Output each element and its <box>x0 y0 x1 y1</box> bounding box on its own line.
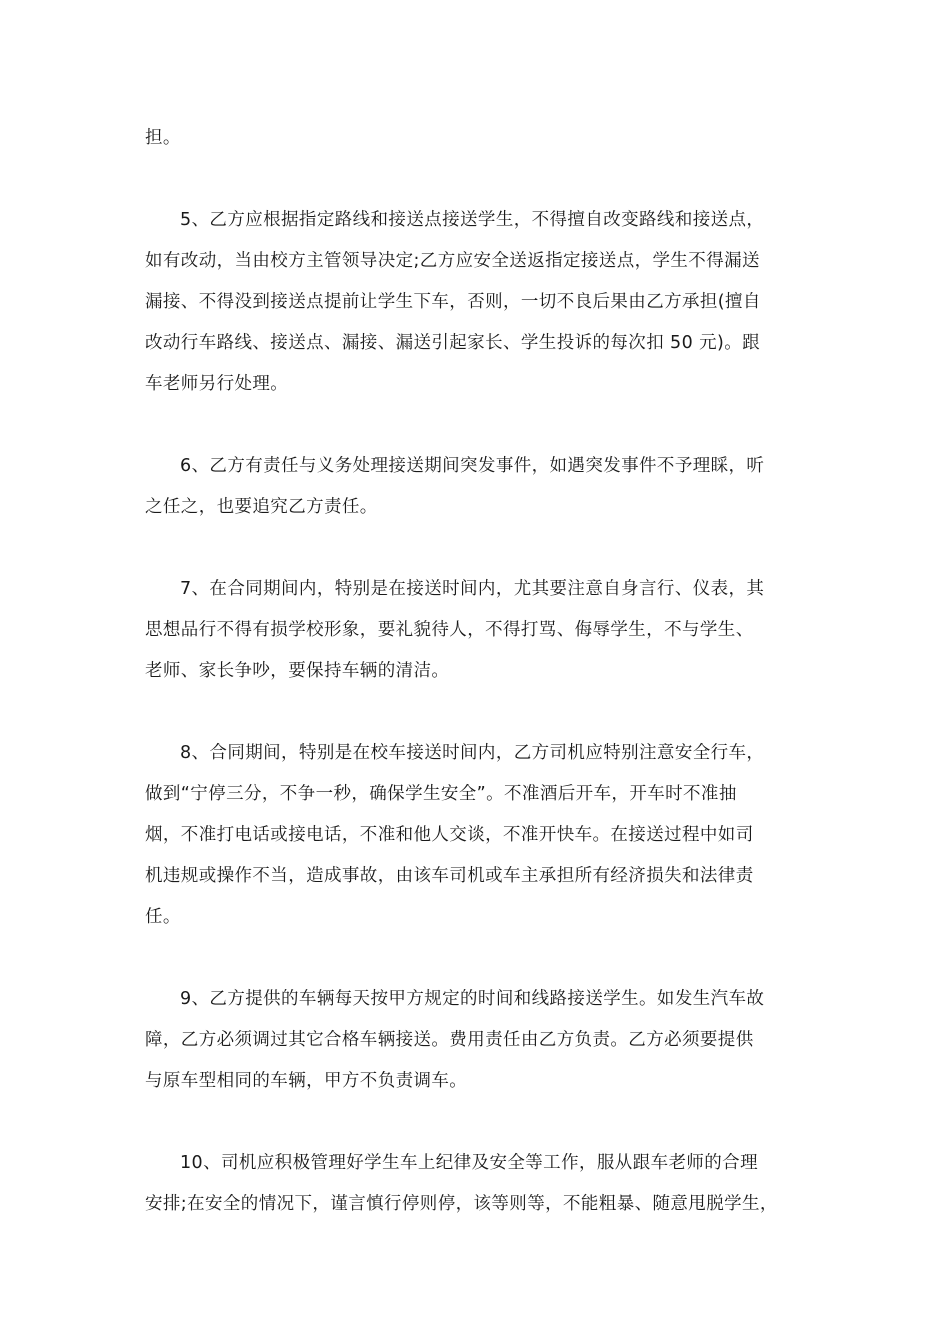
paragraph-clause-10 <box>145 1143 810 1225</box>
paragraph-clause-6 <box>145 446 810 528</box>
paragraph-line: 机违规或操作不当，造成事故，由该车司机或车主承担所有经济损失和法律责 <box>145 866 754 886</box>
paragraph-line: 烟，不准打电话或接电话，不准和他人交谈，不准开快车。在接送过程中如司 <box>145 825 754 845</box>
paragraph-line: 改动行车路线、接送点、漏接、漏送引起家长、学生投诉的每次扣 50 元)。跟 <box>145 333 761 353</box>
paragraph-continuation <box>145 118 810 159</box>
paragraph-line: 10、司机应积极管理好学生车上纪律及安全等工作，服从跟车老师的合理 <box>180 1153 758 1173</box>
paragraph-line: 任。 <box>145 907 181 927</box>
paragraph-line: 思想品行不得有损学校形象，要礼貌待人，不得打骂、侮辱学生，不与学生、 <box>145 620 754 640</box>
paragraph-line: 车老师另行处理。 <box>145 374 289 394</box>
paragraph-line: 5、乙方应根据指定路线和接送点接送学生，不得擅自改变路线和接送点， <box>180 210 765 230</box>
paragraph-clause-8 <box>145 733 810 938</box>
paragraph-line: 做到“宁停三分，不争一秒，确保学生安全”。不准酒后开车，开车时不准抽 <box>145 784 737 804</box>
paragraph-line: 6、乙方有责任与义务处理接送期间突发事件，如遇突发事件不予理睬，听 <box>180 456 765 476</box>
paragraph-clause-5 <box>145 200 810 405</box>
paragraph-line: 安排;在安全的情况下，谨言慎行停则停，该等则等，不能粗暴、随意甩脱学生， <box>145 1194 778 1214</box>
paragraph-clause-7 <box>145 569 810 692</box>
paragraph-line: 之任之，也要追究乙方责任。 <box>145 497 378 517</box>
paragraph-line: 障，乙方必须调过其它合格车辆接送。费用责任由乙方负责。乙方必须要提供 <box>145 1030 754 1050</box>
paragraph-line: 漏接、不得没到接送点提前让学生下车，否则，一切不良后果由乙方承担(擅自 <box>145 292 761 312</box>
paragraph-line: 担。 <box>145 128 181 148</box>
document-page <box>145 118 810 1225</box>
paragraph-line: 8、合同期间，特别是在校车接送时间内，乙方司机应特别注意安全行车， <box>180 743 765 763</box>
paragraph-line: 与原车型相同的车辆，甲方不负责调车。 <box>145 1071 468 1091</box>
paragraph-clause-9 <box>145 979 810 1102</box>
paragraph-line: 如有改动，当由校方主管领导决定;乙方应安全送返指定接送点，学生不得漏送 <box>145 251 760 271</box>
paragraph-line: 9、乙方提供的车辆每天按甲方规定的时间和线路接送学生。如发生汽车故 <box>180 989 765 1009</box>
paragraph-line: 7、在合同期间内，特别是在接送时间内，尤其要注意自身言行、仪表，其 <box>180 579 765 599</box>
paragraph-line: 老师、家长争吵，要保持车辆的清洁。 <box>145 661 450 681</box>
